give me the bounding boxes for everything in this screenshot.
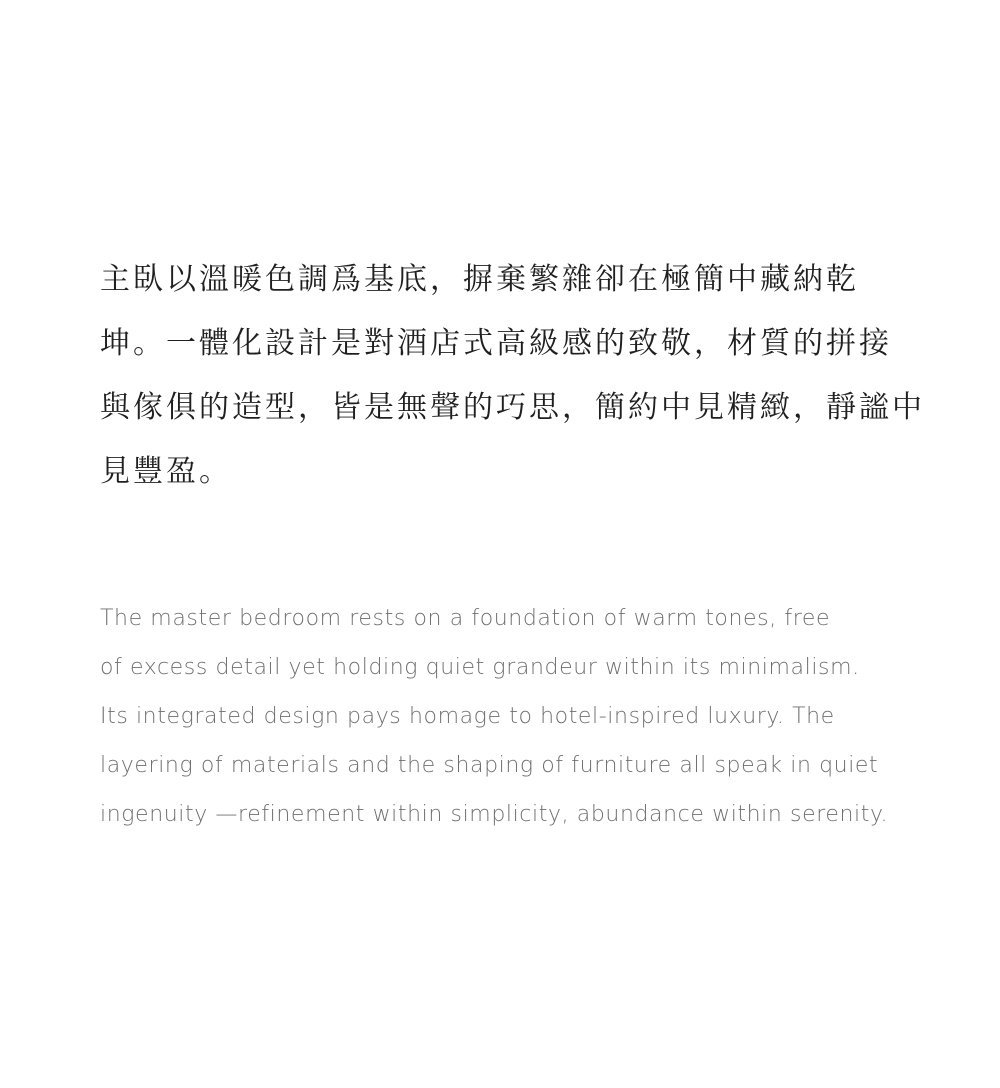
- english-line: of excess detail yet holding quiet grandeur within its minimalism.: [100, 655, 860, 680]
- english-paragraph: [100, 594, 940, 839]
- chinese-line: 見豐盈。: [100, 454, 232, 489]
- english-line: ingenuity —refinement within simplicity, abundance within serenity.: [100, 802, 889, 827]
- chinese-line: 與傢俱的造型，皆是無聲的巧思，簡約中見精緻，靜謐中: [100, 390, 925, 425]
- chinese-line: 主臥以溫暖色調爲基底，摒棄繁雜卻在極簡中藏納乾: [100, 262, 859, 297]
- chinese-paragraph: [100, 248, 925, 504]
- english-line: Its integrated design pays homage to hotel-inspired luxury. The: [100, 704, 835, 729]
- english-line: layering of materials and the shaping of furniture all speak in quiet: [100, 753, 879, 778]
- english-line: The master bedroom rests on a foundation of warm tones, free: [100, 606, 831, 631]
- chinese-line: 坤。一體化設計是對酒店式高級感的致敬，材質的拼接: [100, 326, 892, 361]
